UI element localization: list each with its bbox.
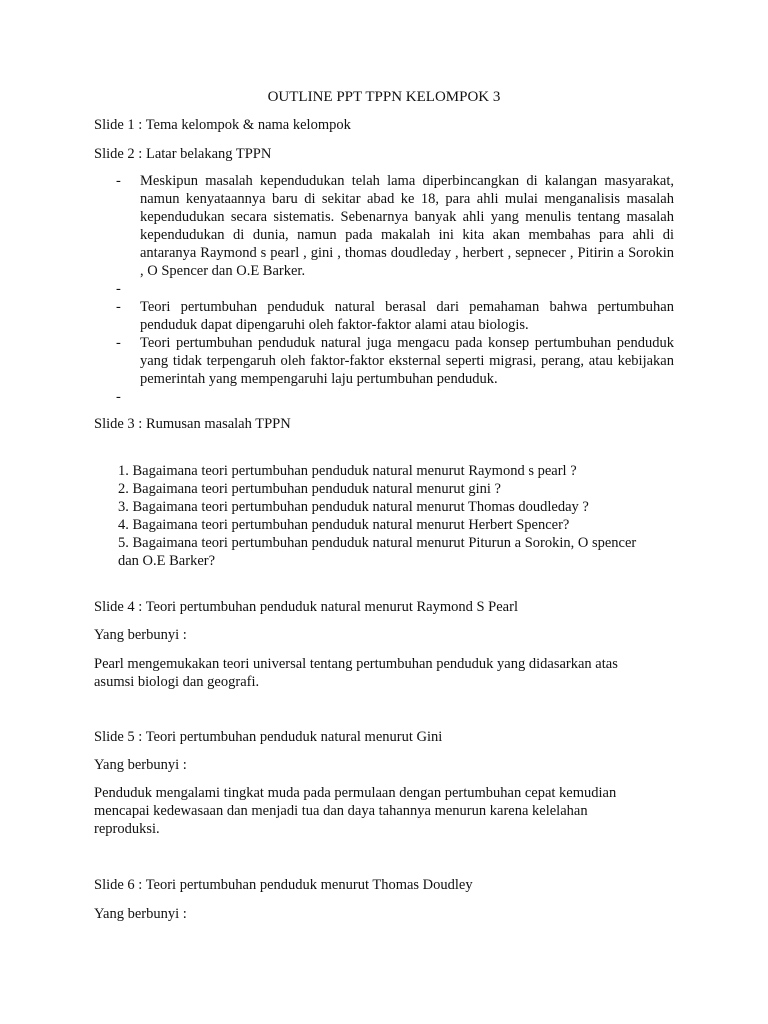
document-title: OUTLINE PPT TPPN KELOMPOK 3 xyxy=(267,89,501,105)
slide-5-heading: Slide 5 : Teori pertumbuhan penduduk natural menurut Gini xyxy=(94,729,443,745)
slide-6-intro: Yang berbunyi : xyxy=(94,906,187,922)
slide-2-bullet-list xyxy=(116,172,674,406)
list-item: 3. Bagaimana teori pertumbuhan penduduk natural menurut Thomas doudleday ? xyxy=(118,499,589,515)
bullet-text: Meskipun masalah kependudukan telah lama diperbincangkan di kalangan masyarakat, namun kenyataannya baru di sekitar abad ke 18, para ahli mulai menganalisis masalah kependudukan secara sistematis. Sebenarnya banyak ahli yang menulis tentang masalah kependudukan di dunia, namun pada makalah ini kita akan membahas para ahli di antaranya Raymond s pearl , gini , thomas doudleday , herbert , sepnecer , Pitirin a Sorokin , O Spencer dan O.E Barker. xyxy=(140,173,674,279)
bullet-text xyxy=(140,280,674,298)
slide-4-heading: Slide 4 : Teori pertumbuhan penduduk natural menurut Raymond S Pearl xyxy=(94,599,518,615)
list-item: 2. Bagaimana teori pertumbuhan penduduk natural menurut gini ? xyxy=(118,481,501,497)
bullet-dash: - xyxy=(116,335,121,351)
slide-1-heading: Slide 1 : Tema kelompok & nama kelompok xyxy=(94,117,351,133)
list-item xyxy=(116,280,674,298)
list-item: 4. Bagaimana teori pertumbuhan penduduk natural menurut Herbert Spencer? xyxy=(118,517,570,533)
bullet-dash: - xyxy=(116,281,121,297)
slide-4-body: Pearl mengemukakan teori universal tentang pertumbuhan penduduk yang didasarkan atas asumsi biologi dan geografi. xyxy=(94,656,618,690)
list-item xyxy=(116,388,674,406)
slide-5-body: Penduduk mengalami tingkat muda pada permulaan dengan pertumbuhan cepat kemudian mencapai kedewasaan dan menjadi tua dan daya tahannya menurun karena kelelahan reproduksi. xyxy=(94,785,617,837)
list-item xyxy=(116,334,674,388)
bullet-dash: - xyxy=(116,173,121,189)
slide-4-intro: Yang berbunyi : xyxy=(94,627,187,643)
bullet-text: Teori pertumbuhan penduduk natural juga mengacu pada konsep pertumbuhan penduduk yang tidak terpengaruh oleh faktor-faktor eksternal seperti migrasi, perang, atau kebijakan pemerintah yang mempengaruhi laju pertumbuhan penduduk. xyxy=(140,335,674,387)
list-item xyxy=(116,298,674,334)
slide-3-question-list xyxy=(118,462,658,570)
bullet-text: Teori pertumbuhan penduduk natural berasal dari pemahaman bahwa pertumbuhan penduduk dapat dipengaruhi oleh faktor-faktor alami atau biologis. xyxy=(140,299,674,333)
slide-6-heading: Slide 6 : Teori pertumbuhan penduduk menurut Thomas Doudley xyxy=(94,877,473,893)
bullet-dash: - xyxy=(116,389,121,405)
list-item xyxy=(116,172,674,280)
list-item: 1. Bagaimana teori pertumbuhan penduduk natural menurut Raymond s pearl ? xyxy=(118,463,577,479)
bullet-dash: - xyxy=(116,299,121,315)
list-item: 5. Bagaimana teori pertumbuhan penduduk natural menurut Piturun a Sorokin, O spencer dan O.E Barker? xyxy=(118,535,637,569)
slide-2-heading: Slide 2 : Latar belakang TPPN xyxy=(94,146,272,162)
bullet-text xyxy=(140,388,674,406)
slide-3-heading: Slide 3 : Rumusan masalah TPPN xyxy=(94,416,291,432)
slide-5-intro: Yang berbunyi : xyxy=(94,757,187,773)
